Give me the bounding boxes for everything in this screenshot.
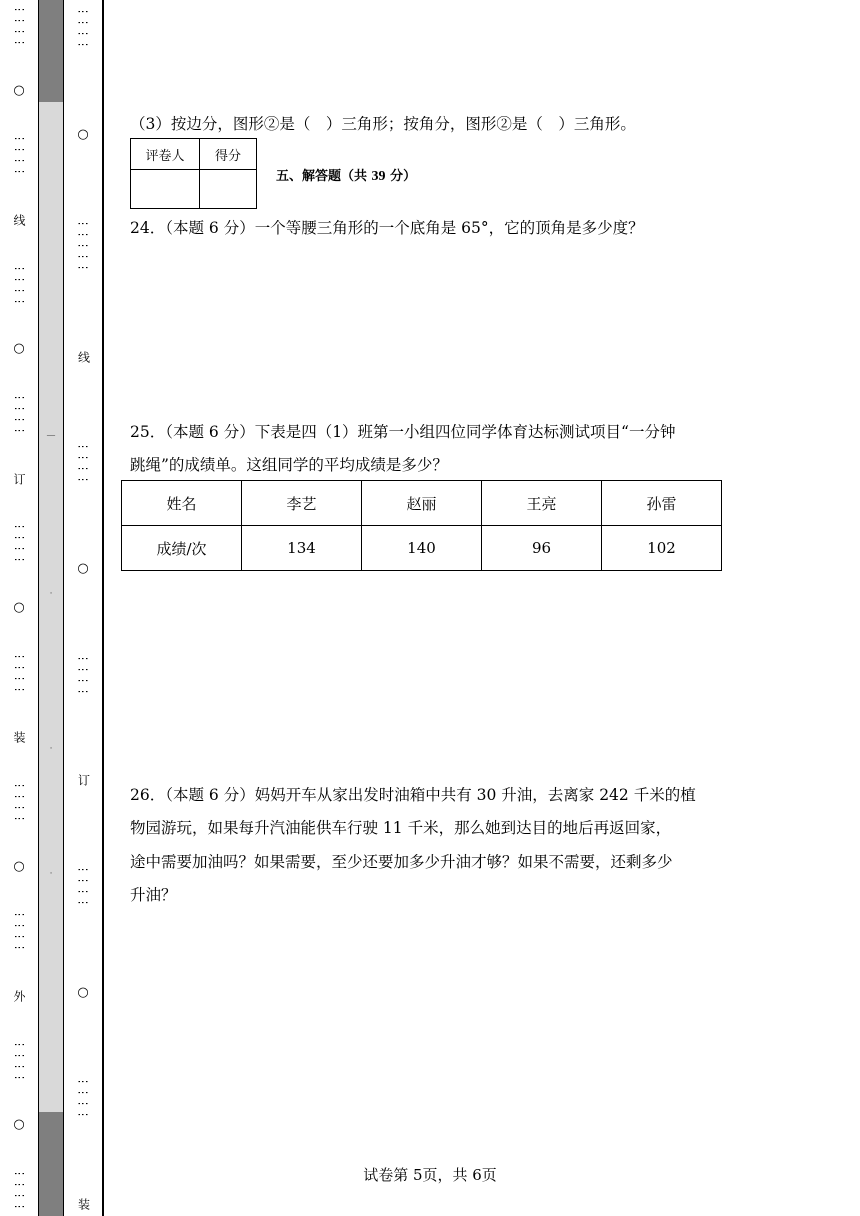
dotted-line: ⋮⋮⋮⋮ <box>13 1038 26 1083</box>
margin-word-staple: 订 <box>12 472 26 485</box>
dotted-line: ⋮⋮⋮⋮ <box>13 650 26 695</box>
binding-margin-inner <box>64 0 104 1216</box>
page-footer: 试卷第 5页，共 6页 <box>363 1166 497 1184</box>
dotted-line: ⋮⋮⋮⋮ <box>13 521 26 566</box>
circle-mark: ○ <box>77 126 89 142</box>
dotted-line: ⋮⋮⋮⋮ <box>13 4 26 48</box>
question-26-line2: 物园游玩，如果每升汽油能供车行驶 11 千米，那么她到达目的地后再返回家， <box>130 819 672 837</box>
dotted-line: ⋮⋮⋮⋮ <box>13 909 26 954</box>
question-24: 24．（本题 6 分）一个等腰三角形的一个底角是 65°，它的顶角是多少度？ <box>130 219 644 237</box>
table-row <box>122 481 722 526</box>
table-header-cell: 姓名 <box>122 481 242 526</box>
margin-word-line: 线 <box>12 213 26 226</box>
dotted-line: ⋮⋮⋮⋮⋮ <box>76 218 90 274</box>
dotted-line: ⋮⋮⋮⋮ <box>13 1167 26 1212</box>
binding-strip <box>38 0 64 1216</box>
question-26-line1: 26．（本题 6 分）妈妈开车从家出发时油箱中共有 30 升油，去离家 242 千米的植 <box>130 786 696 804</box>
question-25-line1: 25．（本题 6 分）下表是四（1）班第一小组四位同学体育达标测试项目“一分钟 <box>130 423 676 441</box>
table-cell: 102 <box>602 526 722 571</box>
question-23-part3: （3）按边分，图形②是（ ）三角形；按角分，图形②是（ ）三角形。 <box>130 115 636 133</box>
strip-mark: · <box>49 589 53 599</box>
score-blank-cell[interactable] <box>200 170 257 209</box>
table-cell: 134 <box>242 526 362 571</box>
table-cell: 140 <box>362 526 482 571</box>
strip-mark: · <box>49 744 53 754</box>
table-row <box>122 526 722 571</box>
score-table <box>121 480 722 571</box>
dotted-line: ⋮⋮⋮⋮ <box>13 391 26 436</box>
table-header-cell: 李艺 <box>242 481 362 526</box>
binding-margin-outer <box>0 0 38 1216</box>
margin-word-outer: 外 <box>12 989 26 1002</box>
question-25-line2: 跳绳”的成绩单。这组同学的平均成绩是多少？ <box>130 456 448 474</box>
strip-dark-band-top <box>39 0 63 102</box>
dotted-line: ⋮⋮⋮⋮ <box>13 262 26 307</box>
strip-mark: — <box>46 431 56 441</box>
margin-word-line: 线 <box>76 350 91 363</box>
question-26-line3: 途中需要加油吗？如果需要，至少还要加多少升油才够？如果不需要，还剩多少 <box>130 853 673 871</box>
circle-mark: ○ <box>77 984 89 1000</box>
grader-blank-cell[interactable] <box>131 170 200 209</box>
section-title-prefix: 五、解答题（共 <box>276 169 368 184</box>
section-title-suffix: 分） <box>390 169 417 184</box>
section-title <box>276 165 416 185</box>
table-cell: 96 <box>482 526 602 571</box>
table-header-cell: 王亮 <box>482 481 602 526</box>
dotted-line: ⋮⋮⋮⋮ <box>76 864 90 908</box>
question-26-line4: 升油？ <box>130 886 177 904</box>
circle-mark: ○ <box>13 858 25 874</box>
circle-mark: ○ <box>77 561 89 577</box>
circle-mark: ○ <box>13 341 25 357</box>
table-header-cell: 赵丽 <box>362 481 482 526</box>
grader-box <box>130 138 257 209</box>
section-points: 39 <box>371 169 386 184</box>
circle-mark: ○ <box>13 1117 25 1133</box>
table-header-cell: 孙雷 <box>602 481 722 526</box>
dotted-line: ⋮⋮⋮⋮ <box>76 1076 90 1121</box>
dotted-line: ⋮⋮⋮⋮ <box>76 6 90 50</box>
circle-mark: ○ <box>13 82 25 98</box>
dotted-line: ⋮⋮⋮⋮ <box>13 133 26 178</box>
grader-label: 评卷人 <box>131 139 200 170</box>
table-cell: 成绩/次 <box>122 526 242 571</box>
score-label: 得分 <box>200 139 257 170</box>
dotted-line: ⋮⋮⋮⋮ <box>76 440 90 485</box>
margin-word-bind: 装 <box>76 1197 91 1210</box>
dotted-line: ⋮⋮⋮⋮ <box>13 779 26 824</box>
dotted-line: ⋮⋮⋮⋮ <box>76 652 90 697</box>
margin-word-staple: 订 <box>76 774 91 787</box>
margin-word-bind: 装 <box>12 731 26 744</box>
strip-mark: · <box>49 869 53 879</box>
circle-mark: ○ <box>13 599 25 615</box>
